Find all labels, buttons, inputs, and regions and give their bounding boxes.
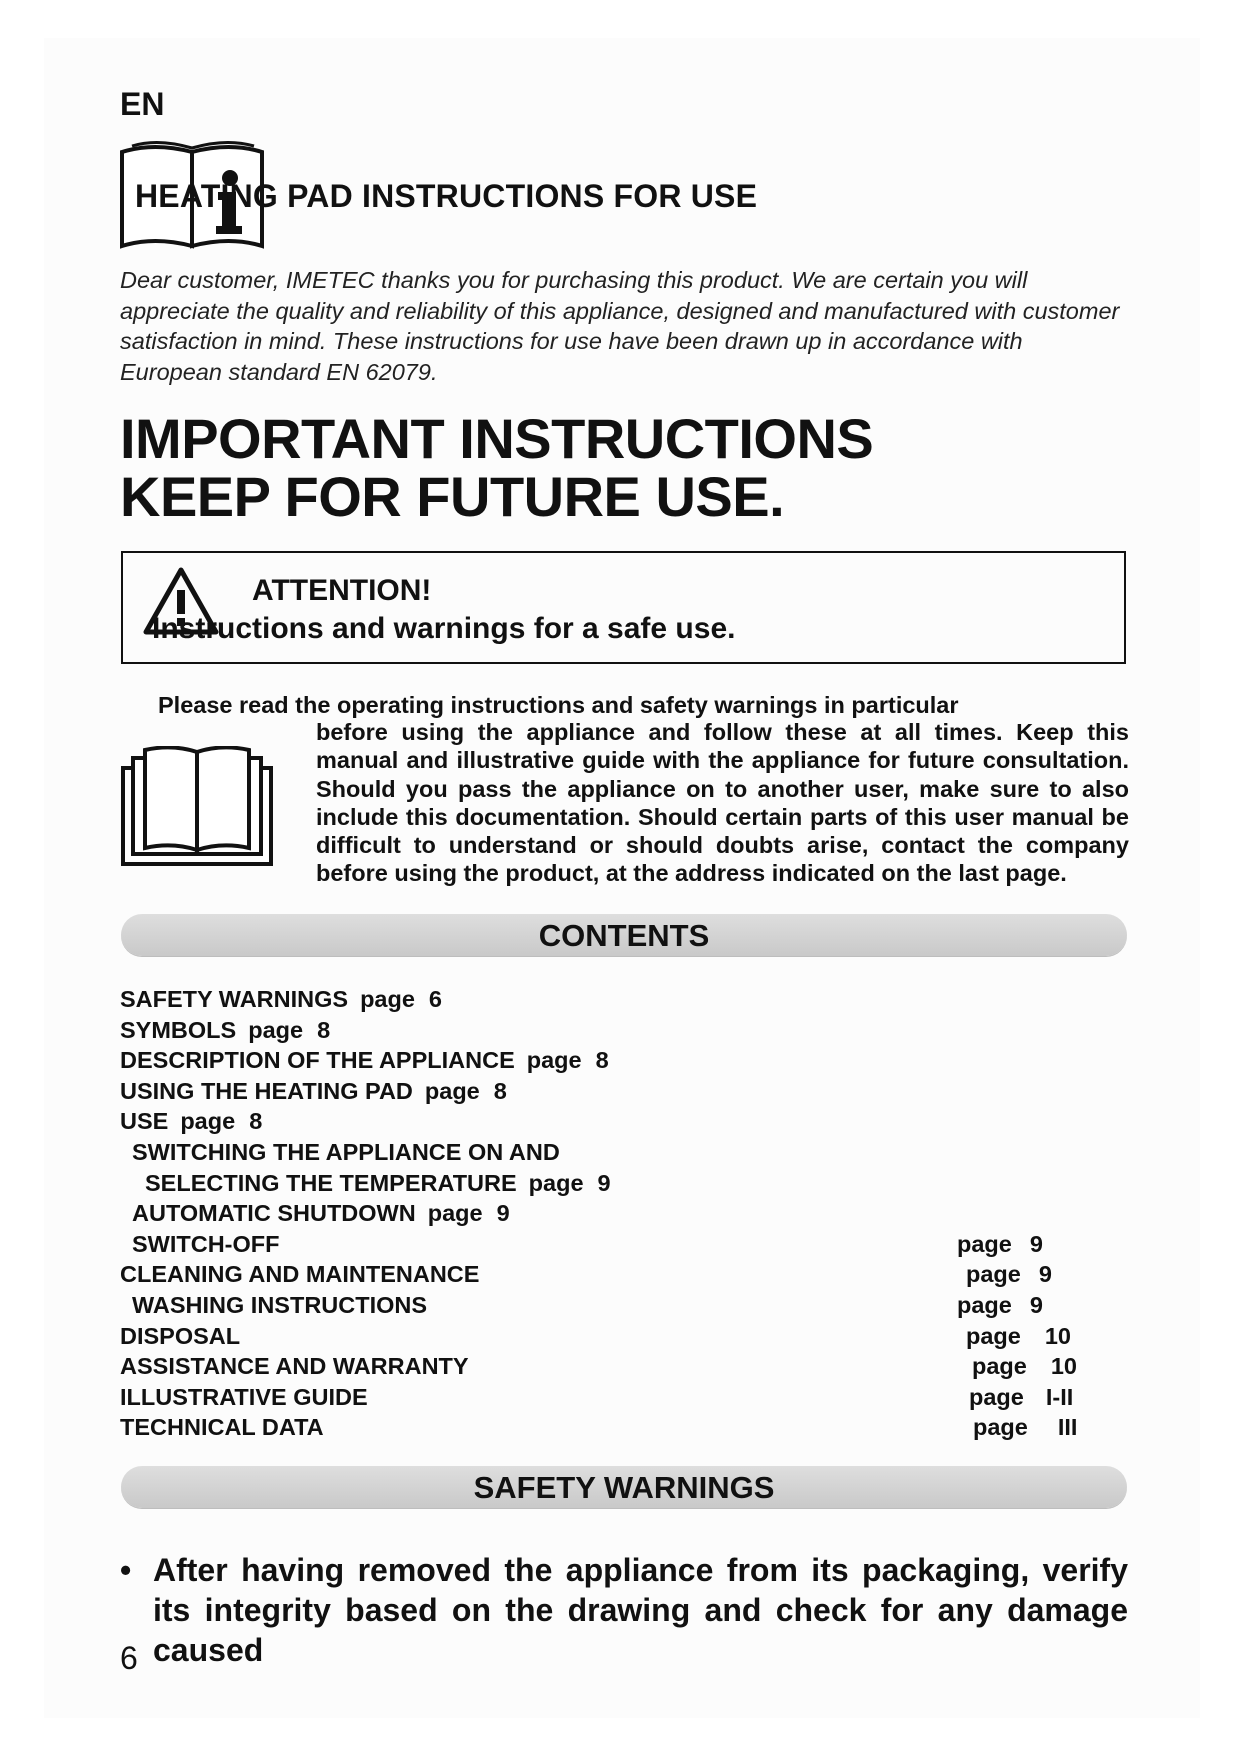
language-label: EN [120, 86, 165, 122]
toc-item[interactable]: CLEANING AND MAINTENANCE page 9 [120, 1261, 1052, 1288]
toc-item[interactable]: DISPOSAL page 10 [120, 1322, 1071, 1349]
toc-item[interactable]: WASHING INSTRUCTIONS page 9 [132, 1291, 1043, 1318]
toc-item[interactable]: AUTOMATIC SHUTDOWN page 9 [132, 1200, 510, 1227]
intro-paragraph: Dear customer, IMETEC thanks you for purchasing this product. We are certain you will appreciate the quality and reliability of this appliance, designed and manufactured with customer satisfaction in mind. These instructions for use have been drawn up in accordance with European standard EN 62079. [120, 267, 1120, 385]
toc-item[interactable]: SAFETY WARNINGS page 6 [120, 986, 442, 1012]
page-title: HEATING PAD INSTRUCTIONS FOR USE [135, 178, 758, 214]
toc-item[interactable]: DESCRIPTION OF THE APPLIANCE page 8 [120, 1047, 609, 1074]
contents-heading: CONTENTS [538, 918, 710, 953]
attention-title: ATTENTION! [252, 574, 432, 607]
safety-heading-bar [121, 1466, 1127, 1508]
important-line-2: KEEP FOR FUTURE USE. [120, 465, 785, 528]
toc-item[interactable]: ILLUSTRATIVE GUIDE page I-II [120, 1383, 1074, 1410]
read-manual-icon [120, 746, 274, 868]
toc-item[interactable]: SWITCHING THE APPLIANCE ON AND [132, 1138, 560, 1165]
safety-bullet-item [120, 1550, 1128, 1670]
safety-heading: SAFETY WARNINGS [473, 1470, 775, 1505]
toc-item[interactable]: TECHNICAL DATA page III [120, 1414, 1078, 1441]
toc-item[interactable]: SELECTING THE TEMPERATURE page 9 [145, 1169, 611, 1196]
attention-subtitle: Instructions and warnings for a safe use. [152, 612, 736, 645]
safety-bullet-text: After having removed the appliance from its packaging, verify its integrity based on the drawing and check for any damage caused [153, 1552, 1128, 1668]
toc-item[interactable]: ASSISTANCE AND WARRANTY page 10 [120, 1353, 1077, 1380]
important-line-1: IMPORTANT INSTRUCTIONS [120, 407, 874, 470]
toc-item[interactable]: SWITCH-OFF page 9 [132, 1230, 1043, 1257]
important-heading [120, 407, 874, 528]
page-number: 6 [120, 1640, 138, 1676]
toc-item[interactable]: USE page 8 [120, 1108, 263, 1135]
read-notice-first-line: Please read the operating instructions and safety warnings in particular [158, 692, 959, 718]
table-of-contents [120, 984, 1130, 1443]
bullet-icon: • [120, 1552, 132, 1588]
toc-item[interactable]: SYMBOLS page 8 [120, 1016, 331, 1043]
contents-heading-bar [121, 914, 1127, 956]
toc-item[interactable]: USING THE HEATING PAD page 8 [120, 1077, 507, 1104]
read-notice-body: before using the appliance and follow these at all times. Keep this manual and illustrative guide with the appliance for future consultation. Should you pass the appliance on to another user, make sure to also include this documentation. Should certain parts of this user manual be difficult to understand or should doubts arise, contact the company before using the product, at the address indicated on the last page. [316, 719, 1129, 887]
